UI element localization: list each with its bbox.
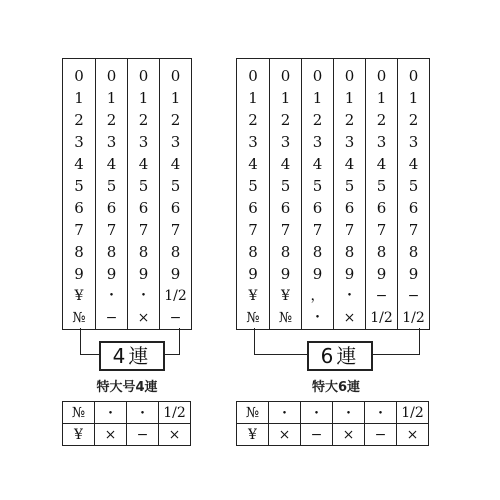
wheel-character: 0: [376, 67, 387, 85]
wheel-character: 4: [408, 155, 419, 173]
wheel-character: 2: [138, 111, 149, 129]
wheel-character: 2: [170, 111, 181, 129]
wheel-character: 1/2: [402, 310, 425, 326]
table-cell: ・: [95, 402, 127, 424]
wheel-character: 6: [376, 199, 387, 217]
wheel-character: 1: [248, 89, 258, 107]
wheel-character: №: [278, 310, 293, 326]
wheel-character: 9: [408, 265, 419, 283]
wheel-character: 1: [376, 89, 387, 107]
wheel-character: 7: [408, 221, 419, 239]
four-wheel-stamp-diagram: [62, 58, 192, 330]
wheel-character: 6: [106, 199, 117, 217]
wheel-character: −: [375, 288, 388, 304]
wheel-character: 0: [280, 67, 291, 85]
wheel-character: 2: [408, 111, 419, 129]
wheel-character: 1: [344, 89, 355, 107]
table-cell: ×: [95, 424, 127, 446]
wheel-character: 8: [344, 243, 355, 261]
wheel-character: 5: [376, 177, 387, 195]
wheel-character: 7: [376, 221, 387, 239]
wheel-character: 5: [312, 177, 323, 195]
wheel-character: 1: [106, 89, 117, 107]
wheel-character: ×: [137, 310, 150, 326]
table-cell: ・: [333, 402, 365, 424]
table-cell: ×: [159, 424, 191, 446]
wheel-character: 4: [138, 155, 149, 173]
wheel-character: 2: [248, 111, 258, 129]
six-wheel-symbol-table: [236, 401, 429, 446]
wheel-character: −: [169, 310, 182, 326]
wheel-character: 9: [248, 265, 258, 283]
table-cell: ¥: [237, 424, 269, 446]
wheel-character: 8: [138, 243, 149, 261]
wheel-character: 9: [312, 265, 323, 283]
wheel-character: 7: [170, 221, 181, 239]
six-wheel-caption: 特大6連: [311, 380, 361, 395]
table-cell: ・: [365, 402, 397, 424]
wheel-character: 8: [312, 243, 323, 261]
wheel-character: №: [72, 310, 86, 326]
table-row: [63, 402, 191, 424]
wheel-character: 4: [344, 155, 355, 173]
wheel-character: −: [105, 310, 118, 326]
wheel-character: 6: [170, 199, 181, 217]
wheel-character: 5: [106, 177, 117, 195]
wheel-character: 0: [408, 67, 419, 85]
wheel-character: 3: [280, 133, 291, 151]
wheel-character: 2: [280, 111, 291, 129]
wheel-character: 8: [106, 243, 117, 261]
wheel-character: 3: [248, 133, 258, 151]
wheel-character: 8: [376, 243, 387, 261]
wheel-character: 9: [170, 265, 181, 283]
wheel-character: 0: [138, 67, 149, 85]
six-wheel-label: 6連: [307, 341, 373, 371]
table-cell: ¥: [63, 424, 95, 446]
wheel-character: 6: [280, 199, 291, 217]
wheel-character: ¥: [74, 288, 84, 304]
wheel-character: 1: [312, 89, 323, 107]
wheel-character: 9: [74, 265, 84, 283]
stamp-wheel: [397, 59, 429, 329]
wheel-character: 7: [138, 221, 149, 239]
wheel-character: 2: [74, 111, 84, 129]
wheel-character: 6: [138, 199, 149, 217]
table-cell: ×: [269, 424, 301, 446]
wheel-character: 6: [344, 199, 355, 217]
wheel-character: 3: [344, 133, 355, 151]
wheel-character: 1: [280, 89, 291, 107]
wheel-character: 6: [408, 199, 419, 217]
wheel-character: ・: [342, 288, 357, 304]
table-cell: №: [237, 402, 269, 424]
wheel-character: 3: [408, 133, 419, 151]
wheel-character: 5: [344, 177, 355, 195]
table-row: [237, 402, 429, 424]
wheel-character: 8: [280, 243, 291, 261]
wheel-character: 2: [312, 111, 323, 129]
wheel-character: 5: [138, 177, 149, 195]
four-wheel-label: 4連: [99, 341, 165, 371]
wheel-character: 6: [74, 199, 84, 217]
wheel-character: 3: [106, 133, 117, 151]
table-row: [237, 424, 429, 446]
table-cell: ・: [301, 402, 333, 424]
stamp-wheel: [333, 59, 365, 329]
wheel-character: 7: [248, 221, 258, 239]
wheel-character: 0: [248, 67, 258, 85]
stamp-wheel: [127, 59, 159, 329]
wheel-character: 5: [408, 177, 419, 195]
wheel-character: 7: [106, 221, 117, 239]
wheel-character: 5: [74, 177, 84, 195]
wheel-character: 2: [376, 111, 387, 129]
wheel-character: 8: [170, 243, 181, 261]
wheel-character: №: [246, 310, 260, 326]
wheel-character: 2: [344, 111, 355, 129]
six-wheel-stamp-diagram: [236, 58, 430, 330]
wheel-character: ・: [310, 310, 325, 326]
four-wheel-symbol-table: [62, 401, 191, 446]
wheel-character: 3: [138, 133, 149, 151]
wheel-character: 1/2: [164, 288, 187, 304]
wheel-character: 4: [170, 155, 181, 173]
wheel-character: ，: [310, 288, 325, 304]
table-cell: ×: [397, 424, 429, 446]
table-row: [63, 424, 191, 446]
wheel-character: 0: [344, 67, 355, 85]
wheel-character: 7: [280, 221, 291, 239]
wheel-character: 8: [408, 243, 419, 261]
table-cell: №: [63, 402, 95, 424]
table-cell: −: [301, 424, 333, 446]
wheel-character: 4: [248, 155, 258, 173]
wheel-character: 4: [74, 155, 84, 173]
stamp-wheel: [237, 59, 269, 329]
wheel-character: 3: [170, 133, 181, 151]
stamp-wheel: [365, 59, 397, 329]
table-cell: ・: [269, 402, 301, 424]
wheel-character: 8: [248, 243, 258, 261]
wheel-character: 5: [280, 177, 291, 195]
table-cell: 1/2: [159, 402, 191, 424]
wheel-character: 6: [312, 199, 323, 217]
table-cell: ×: [333, 424, 365, 446]
wheel-character: 9: [280, 265, 291, 283]
wheel-character: 7: [344, 221, 355, 239]
wheel-character: 4: [312, 155, 323, 173]
wheel-character: −: [407, 288, 420, 304]
wheel-character: 3: [376, 133, 387, 151]
wheel-character: 7: [312, 221, 323, 239]
wheel-character: 0: [74, 67, 84, 85]
table-cell: −: [127, 424, 159, 446]
wheel-character: 3: [312, 133, 323, 151]
wheel-character: 0: [170, 67, 181, 85]
wheel-character: 0: [312, 67, 323, 85]
wheel-character: 5: [248, 177, 258, 195]
table-cell: ・: [127, 402, 159, 424]
wheel-character: 3: [74, 133, 84, 151]
wheel-character: 9: [376, 265, 387, 283]
wheel-character: ¥: [281, 288, 290, 304]
stamp-wheel: [95, 59, 127, 329]
wheel-character: 4: [106, 155, 117, 173]
wheel-character: 1: [408, 89, 419, 107]
wheel-character: 9: [138, 265, 149, 283]
stamp-wheel: [269, 59, 301, 329]
wheel-character: 5: [170, 177, 181, 195]
wheel-character: 4: [280, 155, 291, 173]
wheel-character: 6: [248, 199, 258, 217]
wheel-character: 1: [138, 89, 149, 107]
four-wheel-caption: 特大号4連: [96, 380, 158, 395]
wheel-character: 1/2: [370, 310, 393, 326]
stamp-wheel: [63, 59, 95, 329]
wheel-character: 8: [74, 243, 84, 261]
table-cell: 1/2: [397, 402, 429, 424]
wheel-character: 9: [344, 265, 355, 283]
wheel-character: 9: [106, 265, 117, 283]
wheel-character: 0: [106, 67, 117, 85]
wheel-character: 7: [74, 221, 84, 239]
wheel-character: 2: [106, 111, 117, 129]
wheel-character: ×: [343, 310, 356, 326]
wheel-character: ・: [104, 288, 119, 304]
wheel-character: 1: [74, 89, 84, 107]
stamp-wheel: [301, 59, 333, 329]
wheel-character: ¥: [248, 288, 258, 304]
table-cell: −: [365, 424, 397, 446]
wheel-character: 4: [376, 155, 387, 173]
stamp-wheel: [159, 59, 191, 329]
wheel-character: ・: [136, 288, 151, 304]
wheel-character: 1: [170, 89, 181, 107]
